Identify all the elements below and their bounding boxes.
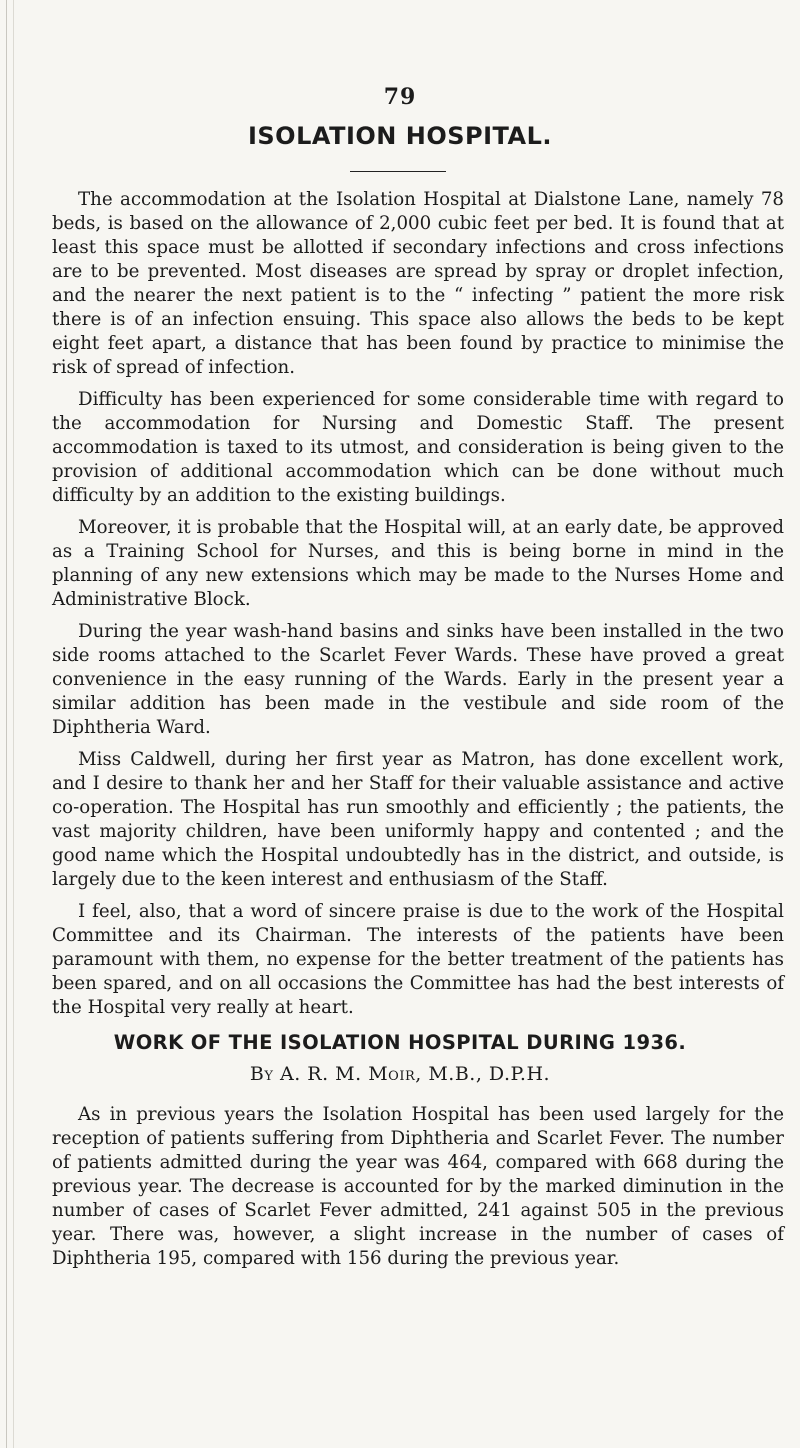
page-binding-edge	[6, 0, 14, 1448]
title-divider	[350, 171, 446, 172]
paragraph-accommodation: The accommodation at the Isolation Hospital at Dialstone Lane, namely 78 beds, is based on the allowance of 2,000 cubic feet per bed. It is found that at least this space must be allotted if secondary infections and cross infections are to be prevented. Most diseases are spread by spray or droplet infection, and the nearer the next patient is to the “ infecting ” patient the more risk there is of an infection ensuing. This space also allows the beds to be kept eight feet apart, a distance that has been found by practice to minimise the risk of spread of infection.	[52, 189, 784, 378]
paragraph-staff-accommodation: Difficulty has been experienced for some considerable time with regard to the accommodation for Nursing and Domestic Staff. The present accommodation is taxed to its utmost, and consideration is being given to the provision of additional accommodation which can be done without much difficulty by an addition to the existing buildings.	[52, 389, 784, 506]
paragraph-admissions: As in previous years the Isolation Hospital has been used largely for the reception of patients suffering from Diphtheria and Scarlet Fever. The number of patients admitted during the year was 464, compared with 668 during the previous year. The decrease is accounted for by the marked diminution in the number of cases of Scarlet Fever admitted, 241 against 505 in the previous year. There was, however, a slight increase in the number of cases of Diphtheria 195, compared with 156 during the previous year.	[52, 1104, 784, 1269]
paragraph-committee: I feel, also, that a word of sincere praise is due to the work of the Hospital Committee and its Chairman. The interests of the patients have been paramount with them, no expense for the better treatment of the patients has been spared, and on all occasions the Committee has had the best interests of the Hospital very really at heart.	[52, 901, 784, 1018]
page-number: 79	[383, 84, 417, 110]
page-title: ISOLATION HOSPITAL.	[247, 122, 553, 150]
isolation-hospital-body	[52, 188, 784, 1028]
author-byline: By A. R. M. Moir, M.B., D.P.H.	[249, 1063, 551, 1085]
paragraph-matron: Miss Caldwell, during her first year as Matron, has done excellent work, and I desire to thank her and her Staff for their valuable assistance and active co-operation. The Hospital has run smoothly and efficiently ; the patients, the vast majority children, have been uniformly happy and contented ; and the good name which the Hospital undoubtedly has in the district, and outside, is largely due to the keen interest and enthusiasm of the Staff.	[52, 749, 784, 890]
paragraph-wash-basins: During the year wash-hand basins and sinks have been installed in the two side rooms attached to the Scarlet Fever Wards. These have proved a great convenience in the easy running of the Wards. Early in the present year a similar addition has been made in the vestibule and side room of the Diphtheria Ward.	[52, 621, 784, 738]
section-heading: WORK OF THE ISOLATION HOSPITAL DURING 1936.	[113, 1031, 687, 1054]
paragraph-training-school: Moreover, it is probable that the Hospital will, at an early date, be approved as a Training School for Nurses, and this is being borne in mind in the planning of any new extensions which may be made to the Nurses Home and Administrative Block.	[52, 517, 784, 610]
work-of-hospital-body	[52, 1103, 784, 1279]
